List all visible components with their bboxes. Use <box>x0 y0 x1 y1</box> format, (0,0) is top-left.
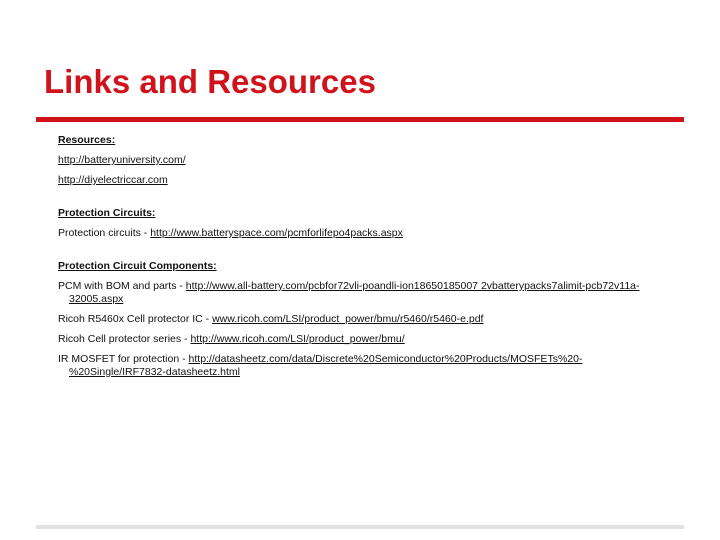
link-batteryspace[interactable]: http://www.batteryspace.com/pcmforlifepo4packs.aspx <box>150 227 403 239</box>
components-heading: Protection Circuit Components: <box>58 260 217 272</box>
resources-heading: Resources: <box>58 134 116 146</box>
title-divider <box>36 117 684 122</box>
list-item <box>58 353 678 379</box>
protection-circuits-label: Protection circuits - <box>58 227 151 239</box>
ir-mosfet-label: IR MOSFET for protection - <box>58 353 189 365</box>
link-diy-electric-car[interactable]: http://diyelectriccar.com <box>58 174 168 186</box>
footer-divider <box>36 525 684 529</box>
slide-content <box>58 134 678 386</box>
list-item <box>58 333 678 346</box>
link-battery-university[interactable]: http://batteryuniversity.com/ <box>58 154 186 166</box>
link-datasheetz[interactable]: http://datasheetz.com/data/Discrete%20Semiconductor%20Products/MOSFETs%20-%20Single/IRF7832-datasheetz.html <box>69 353 583 378</box>
pcm-label: PCM with BOM and parts - <box>58 280 186 292</box>
ricoh-series-label: Ricoh Cell protector series - <box>58 333 191 345</box>
link-ricoh-r5460[interactable]: www.ricoh.com/LSI/product_power/bmu/r5460/r5460-e.pdf <box>212 313 484 325</box>
list-item <box>58 280 678 306</box>
list-item <box>58 313 678 326</box>
slide-title: Links and Resources <box>44 63 376 100</box>
link-ricoh-bmu[interactable]: http://www.ricoh.com/LSI/product_power/bmu/ <box>190 333 405 345</box>
link-all-battery[interactable]: http://www.all-battery.com/pcbfor72vli-poandli-ion18650185007 2vbatterypacks7alimit-pcb72v11a-32005.aspx <box>69 280 640 305</box>
protection-circuits-heading: Protection Circuits: <box>58 207 156 219</box>
ricoh-ic-label: Ricoh R5460x Cell protector IC - <box>58 313 213 325</box>
